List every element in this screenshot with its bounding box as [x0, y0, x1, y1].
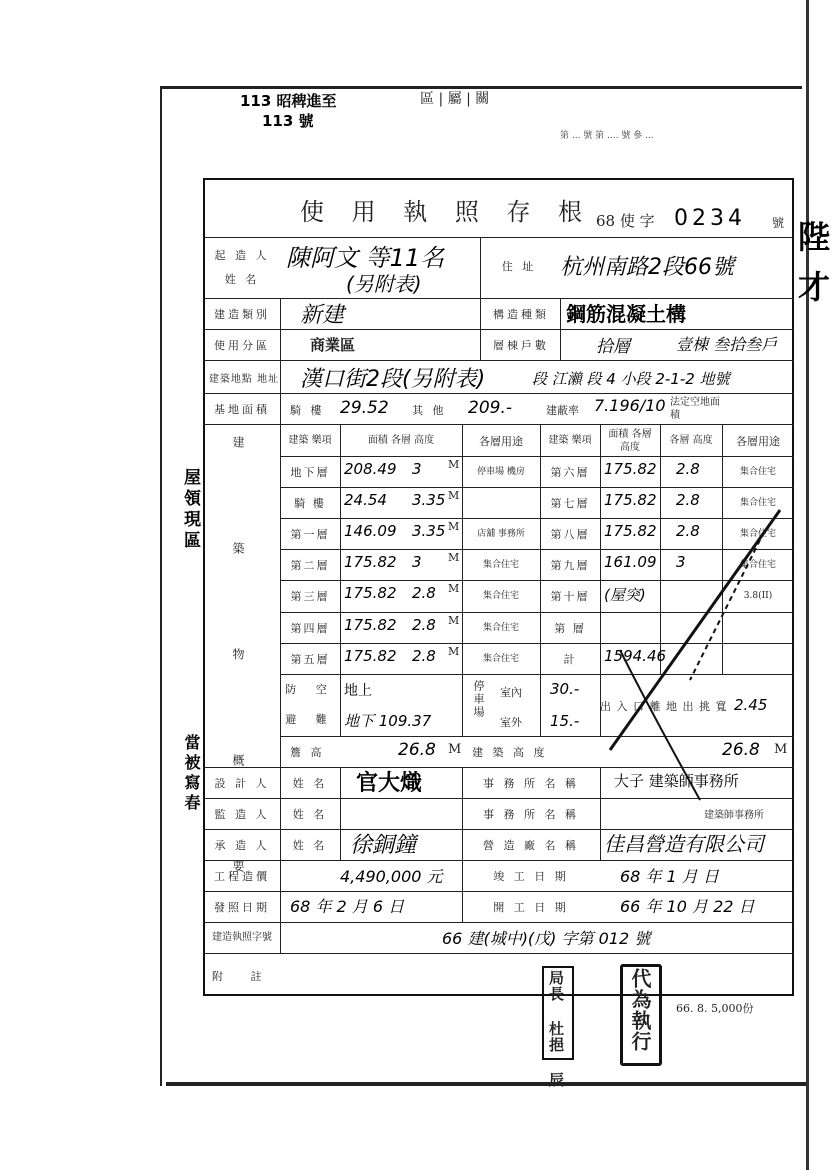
arcade-area: 29.52	[340, 398, 389, 418]
floor-left-unit: M	[448, 582, 460, 595]
supervisor-label: 監 造 人	[214, 808, 270, 821]
col-use-left: 各層用途	[479, 434, 523, 448]
company-value: 佳昌營造有限公司	[604, 832, 764, 856]
floor-right-name: 第十層	[550, 590, 590, 603]
supervisor-office-label: 事 務 所 名 稱	[483, 808, 579, 821]
floor-left-height: 3	[412, 553, 422, 571]
floor-right-area: 175.82	[604, 522, 657, 540]
side-note-right-1: 陛	[798, 218, 831, 256]
floor-right-area: 175.82	[604, 491, 657, 509]
site-value: 漢口街2段(另附表)	[300, 367, 486, 392]
other-area: 209.-	[468, 398, 512, 418]
company-label: 營 造 廠 名 稱	[483, 839, 579, 852]
arcade-label: 騎 樓	[290, 404, 325, 417]
floor-left-area: 175.82	[344, 616, 397, 634]
structure-value: 鋼筋混凝土構	[566, 302, 686, 326]
exit-label: 出 入 口 離 地 出 挑 寬	[600, 700, 728, 713]
floor-right-area: 175.82	[604, 460, 657, 478]
parking-out-val: 15.-	[550, 712, 580, 730]
form-title: 使 用 執 照 存 根	[300, 198, 593, 226]
col-area-height-left: 面積 各層 高度	[367, 435, 435, 446]
floor-left-area: 175.82	[344, 584, 397, 602]
office-label: 事 務 所 名 稱	[483, 777, 579, 790]
exit-value: 2.45	[734, 696, 768, 714]
owner-value-2: (另附表)	[346, 272, 422, 296]
coverage-value: 7.196/10	[594, 396, 666, 415]
floor-left-use: 集合住宅	[482, 622, 519, 633]
floor-left-area: 208.49	[344, 460, 397, 478]
area-label: 基地面積	[214, 403, 270, 416]
floor-right-name: 第 層	[554, 622, 586, 635]
type-value: 新建	[300, 303, 345, 328]
coverage-label: 建蔽率	[546, 404, 579, 417]
owner-label: 起 造 人 姓 名	[214, 249, 270, 286]
structure-label: 構造種類	[493, 308, 549, 321]
floor-right-area: (屋突)	[604, 586, 646, 604]
side-note-left-2: 當被寫春	[182, 734, 201, 814]
parking-out: 室外	[500, 716, 522, 729]
start-value: 66 年 10 月 22 日	[620, 897, 755, 916]
contractor-label: 承 造 人	[214, 839, 270, 852]
floors-value: 拾層	[596, 337, 630, 357]
col-use-right: 各層用途	[736, 434, 780, 448]
contractor-value: 徐銅鐘	[350, 833, 417, 858]
parking-in: 室內	[500, 686, 522, 699]
floor-left-area: 175.82	[344, 647, 397, 665]
top-stamp-line1: 113 昭稗進至	[240, 92, 337, 110]
note-label: 附 註	[212, 970, 274, 983]
top-stamp-right: 第 ... 號 第 .... 號 參 ...	[560, 131, 654, 141]
legal-label: 法定空地面積	[670, 397, 720, 421]
print-note: 66. 8. 5,000份	[676, 1002, 754, 1015]
floor-left-height: 2.8	[412, 616, 436, 634]
floor-right-height: 2.8	[676, 522, 700, 540]
type-label: 建造類別	[214, 308, 270, 321]
top-stamp-line2: 113 號	[262, 112, 314, 130]
scan-left-edge	[160, 86, 162, 1086]
parking-label: 停車場	[472, 680, 485, 719]
floor-left-name: 第四層	[290, 622, 330, 635]
floor-left-use: 集合住宅	[482, 590, 519, 601]
supervisor-office-value: 建築師事務所	[704, 810, 764, 821]
floor-right-use: 3.8(II)	[743, 590, 773, 601]
permit-label: 建造執照字號	[212, 932, 272, 943]
scan-right-edge	[806, 0, 809, 1170]
floor-left-unit: M	[448, 520, 460, 533]
cost-label: 工程造價	[214, 870, 270, 883]
diagonal-scribble	[580, 500, 800, 820]
designer-name-label: 姓 名	[292, 777, 328, 790]
site-section: 段 江瀨 段 4 小段 2-1-2 地號	[532, 370, 730, 388]
zone-value: 商業區	[310, 336, 356, 354]
floor-left-use: 停車場 機房	[477, 466, 525, 477]
floor-left-unit: M	[448, 551, 460, 564]
floor-left-use: 集合住宅	[482, 559, 519, 570]
floor-right-use: 集合住宅	[739, 559, 776, 570]
shelter-bottom: 地下 109.37	[344, 712, 432, 730]
floor-left-height: 3.35	[412, 522, 446, 540]
permit-value: 66 建(城中)(戊) 字第 012 號	[442, 929, 651, 948]
floor-left-height: 2.8	[412, 647, 436, 665]
floor-left-unit: M	[448, 489, 460, 502]
form-no-value: 0234	[674, 206, 746, 231]
floor-left-use: 集合住宅	[482, 653, 519, 664]
top-stamp-mid: 區 | 屬 | 關	[420, 91, 490, 107]
floor-left-unit: M	[448, 645, 460, 658]
floor-right-name: 計	[563, 653, 577, 666]
parking-in-val: 30.-	[550, 680, 580, 698]
designer-label: 設 計 人	[214, 777, 270, 790]
total-h-label: 簷 高	[290, 746, 325, 759]
supervisor-name-label: 姓 名	[292, 808, 328, 821]
floor-right-height: 2.8	[676, 491, 700, 509]
floor-left-name: 第五層	[290, 653, 330, 666]
floor-right-use: 集合住宅	[739, 466, 776, 477]
finish-label: 竣 工 日 期	[493, 870, 569, 883]
floor-right-name: 第七層	[550, 497, 590, 510]
contractor-name-label: 姓 名	[292, 839, 328, 852]
build-h-label: 建 築 高 度	[472, 746, 548, 759]
other-label: 其 他	[412, 404, 447, 417]
build-h-value: 26.8	[722, 740, 760, 760]
floor-left-use	[464, 489, 538, 517]
stamp-right-text: 代為執行	[628, 968, 652, 1052]
floor-right-use: 集合住宅	[739, 497, 776, 508]
issue-label: 發照日期	[214, 901, 270, 914]
sect-label: 建 築 物 概 要	[231, 436, 245, 912]
address-label: 住 址	[501, 260, 537, 273]
floor-right-name: 第九層	[550, 559, 590, 572]
shelter-top: 地上	[344, 683, 372, 699]
site-label: 建築地點 地址	[208, 373, 280, 385]
col-area-right: 面積 各層 高度	[608, 428, 652, 453]
form-no-prefix: 68 使 字	[596, 212, 655, 230]
owner-value: 陳阿文 等11名	[286, 244, 445, 272]
designer-value: 官大熾	[356, 771, 423, 796]
floor-left-height: 3.35	[412, 491, 446, 509]
side-note-left-1: 屋領現區	[180, 468, 200, 552]
form-no-suffix: 號	[772, 216, 785, 230]
shelter-label: 防 空 避 難	[285, 683, 335, 726]
floor-left-height: 3	[412, 460, 422, 478]
floor-right-height: 3	[676, 553, 686, 571]
total-h-value: 26.8	[398, 740, 436, 760]
floor-left-name: 第一層	[290, 528, 330, 541]
stamp-left-text: 局長 杜挹 辰	[547, 970, 565, 1088]
floor-right-area: 161.09	[604, 553, 657, 571]
floor-right-use: 集合住宅	[739, 528, 776, 539]
finish-value: 68 年 1 月 日	[620, 867, 719, 886]
cost-value: 4,490,000 元	[340, 867, 443, 886]
floor-left-name: 地下層	[290, 466, 330, 479]
col-part-right: 建築 樂項	[548, 435, 592, 446]
floor-left-area: 146.09	[344, 522, 397, 540]
office-value: 大子 建築師事務所	[614, 772, 739, 790]
start-label: 開 工 日 期	[493, 901, 569, 914]
floor-right-name: 第六層	[550, 466, 590, 479]
floor-right-name: 第八層	[550, 528, 590, 541]
col-height-right: 各層 高度	[669, 435, 713, 446]
floor-left-name: 騎 樓	[294, 497, 326, 510]
floor-left-unit: M	[448, 458, 460, 471]
issue-value: 68 年 2 月 6 日	[290, 897, 405, 916]
side-note-right-2: 才	[798, 268, 831, 306]
floor-left-area: 175.82	[344, 553, 397, 571]
floor-right-area: 1594.46	[604, 647, 667, 665]
floors-label: 層棟戶數	[493, 339, 549, 352]
floor-left-name: 第三層	[290, 590, 330, 603]
address-value: 杭州南路2段66號	[560, 255, 734, 280]
units-value: 壹棟 叁拾叁戶	[676, 335, 778, 354]
total-h-unit: M	[448, 742, 462, 757]
floor-left-area: 24.54	[344, 491, 387, 509]
col-part-left: 建築 樂項	[288, 435, 332, 446]
zone-label: 使用分區	[214, 339, 270, 352]
build-h-unit: M	[774, 742, 788, 757]
floor-left-height: 2.8	[412, 584, 436, 602]
floor-left-name: 第二層	[290, 559, 330, 572]
floor-left-use: 店舖 事務所	[477, 528, 525, 539]
scan-bottom-edge	[166, 1082, 806, 1086]
floor-left-unit: M	[448, 614, 460, 627]
floor-right-height: 2.8	[676, 460, 700, 478]
